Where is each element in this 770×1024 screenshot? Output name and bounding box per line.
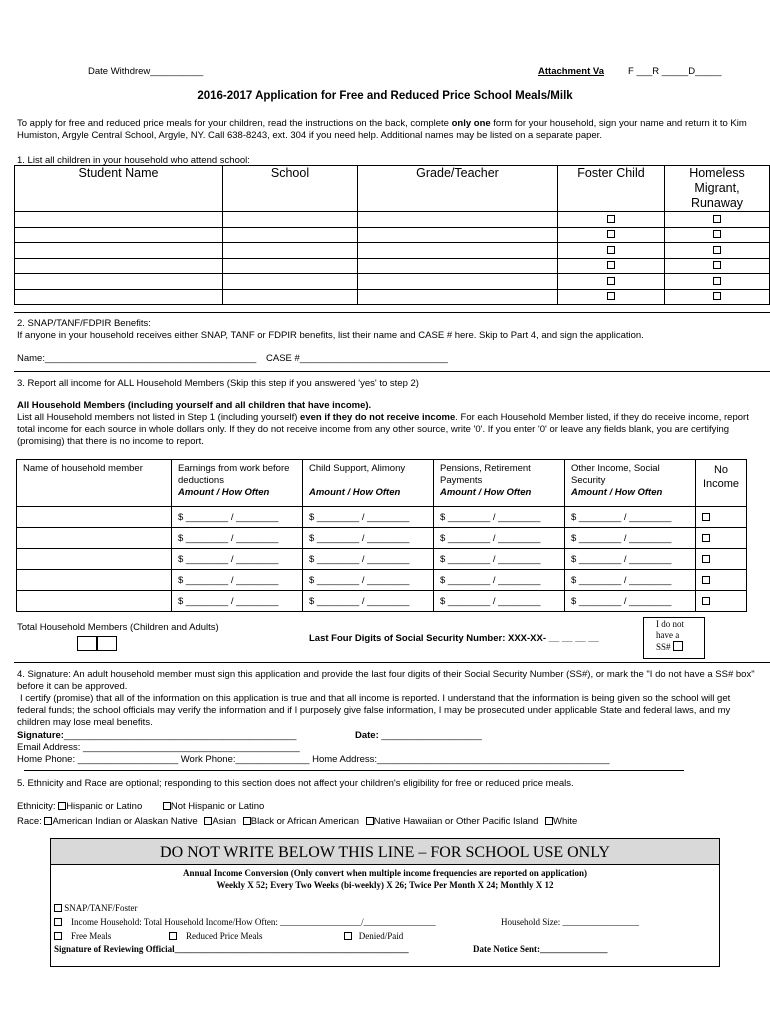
race-black-checkbox[interactable] [243,817,251,825]
free-meals-option: Free Meals [54,931,111,941]
page-title: 2016-2017 Application for Free and Reduced Price School Meals/Milk [197,90,573,102]
table-row: $ ________ / ________ $ ________ / ________ $ ________ / ________ $ ________ / ________ [17,549,747,570]
no-income-checkbox[interactable] [702,534,710,542]
race-hawaiian-checkbox[interactable] [366,817,374,825]
no-income-checkbox[interactable] [702,513,710,521]
snap-option: SNAP/TANF/Foster [54,903,138,913]
col-student-name: Student Name [15,166,223,212]
snap-checkbox[interactable] [54,904,62,912]
hispanic-checkbox[interactable] [58,802,66,810]
col-child-support: Child Support, Alimony Amount / How Often [303,460,434,507]
attachment-label: Attachment Va [538,66,604,77]
table-row: $ ________ / ________ $ ________ / ________ $ ________ / ________ $ ________ / ________ [17,507,747,528]
homeless-checkbox[interactable] [713,292,721,300]
table-row [15,289,770,305]
foster-checkbox[interactable] [607,277,615,285]
total-members-label: Total Household Members (Children and Adults) [17,622,219,633]
foster-checkbox[interactable] [607,261,615,269]
conversion-rates: Weekly X 52; Every Two Weeks (bi-weekly) X 26; Twice Per Month X 24; Monthly X 12 [216,880,554,890]
homeless-checkbox[interactable] [713,230,721,238]
table-row [15,227,770,243]
col-earnings: Earnings from work before deductions Amount / How Often [172,460,303,507]
conversion-note: Annual Income Conversion (Only convert when multiple income frequencies are reported on application) [183,868,587,878]
children-table [14,165,770,305]
certification-text: I certify (promise) that all of the information on this application is true and that all income is reported. I understand that the information is being given so the school will get federal funds; the school officials may verify the information and if I purposely give false information, I may be prosecuted under applicable State and federal laws, and my children may lose meal benefits. [17,693,731,729]
snap-case-field[interactable]: CASE #____________________________ [266,353,448,364]
reduced-meals-option: Reduced Price Meals [169,931,262,941]
section3-label: 3. Report all income for ALL Household Members (Skip this step if you answered 'yes' to step 2) [17,378,419,389]
foster-checkbox[interactable] [607,246,615,254]
household-size-field[interactable]: Household Size: _________________ [501,917,639,927]
col-other-income: Other Income, Social Security Amount / How Often [565,460,696,507]
total-members-box[interactable] [97,636,117,651]
denied-checkbox[interactable] [344,932,352,940]
date-withdrew[interactable]: Date Withdrew__________ [88,66,204,77]
divider [14,312,770,313]
divider [14,662,770,663]
reviewing-official-field[interactable]: Signature of Reviewing Official____________________________________________________ [54,944,409,954]
income-table [16,459,747,612]
income-household-option: Income Household: Total Household Income/How Often: __________________/________________ [54,917,436,927]
date-notice-field[interactable]: Date Notice Sent:_______________ [473,944,608,954]
phone-address-field[interactable]: Home Phone: ___________________ Work Phone:______________ Home Address:____________________________________________ [17,754,610,765]
col-homeless: Homeless Migrant, Runaway [665,166,770,212]
col-grade-teacher: Grade/Teacher [358,166,558,212]
snap-name-field[interactable]: Name:________________________________________ [17,353,257,364]
school-use-banner: DO NOT WRITE BELOW THIS LINE – FOR SCHOOL USE ONLY [51,839,719,865]
total-members-box[interactable] [77,636,97,651]
table-row [15,243,770,259]
not-hispanic-checkbox[interactable] [163,802,171,810]
section3-instructions: List all Household members not listed in Step 1 (including yourself) even if they do not receive income. For each Household Member listed, if they do receive income, report total income for each source in whole dollars only. If they do not receive income from any other source, write '0'. If you enter '0' or leave any fields blank, you are certifying (promising) that there is no income to report. [17,412,749,448]
homeless-checkbox[interactable] [713,277,721,285]
table-row [15,212,770,228]
section1-label: 1. List all children in your household who attend school: [17,155,250,166]
table-row [15,274,770,290]
reduced-meals-checkbox[interactable] [169,932,177,940]
col-no-income: No Income [696,460,747,507]
homeless-checkbox[interactable] [713,215,721,223]
ethnicity-row: Ethnicity: Hispanic or Latino Not Hispanic or Latino [17,801,265,812]
no-ss-box: I do not have a SS# [643,617,705,659]
foster-checkbox[interactable] [607,215,615,223]
divider [24,770,684,771]
col-member-name: Name of household member [17,460,172,507]
signature-instructions: 4. Signature: An adult household member must sign this application and provide the last four digits of their Social Security Number (SS#), or mark the "I do not have a SS# box" before it can be approved. [17,669,755,693]
office-codes[interactable]: F ___R _____D_____ [628,66,722,77]
section2-label: 2. SNAP/TANF/FDPIR Benefits: [17,318,151,329]
ssn-label[interactable]: Last Four Digits of Social Security Number: XXX-XX- __ __ __ __ [309,633,599,644]
section2-text: If anyone in your household receives either SNAP, TANF or FDPIR benefits, list their name and CASE # here. Skip to Part 4, and sign the application. [17,330,644,341]
email-field[interactable]: Email Address: _________________________________________ [17,742,300,753]
table-row: $ ________ / ________ $ ________ / ________ $ ________ / ________ $ ________ / ________ [17,528,747,549]
income-household-checkbox[interactable] [54,918,62,926]
section3-heading: All Household Members (including yourself and all children that have income). [17,400,372,411]
foster-checkbox[interactable] [607,292,615,300]
no-ss-checkbox[interactable] [673,641,683,651]
homeless-checkbox[interactable] [713,261,721,269]
section5-label: 5. Ethnicity and Race are optional; responding to this section does not affect your children's eligibility for free or reduced price meals. [17,778,574,789]
no-income-checkbox[interactable] [702,576,710,584]
no-income-checkbox[interactable] [702,555,710,563]
foster-checkbox[interactable] [607,230,615,238]
divider [14,371,770,372]
free-meals-checkbox[interactable] [54,932,62,940]
col-school: School [223,166,358,212]
race-white-checkbox[interactable] [545,817,553,825]
school-use-only-box [50,838,720,967]
col-foster-child: Foster Child [558,166,665,212]
no-income-checkbox[interactable] [702,597,710,605]
intro-text: To apply for free and reduced price meals for your children, read the instructions on the back, complete only one form for your household, sign your name and return it to Kim Humiston, Argyle Central School, Argyle, NY. Call 638-8243, ext. 304 if you need help. Additional names may be listed on a separate paper. [17,118,747,142]
signature-field[interactable]: Signature:____________________________________________ [17,730,297,741]
table-row: $ ________ / ________ $ ________ / ________ $ ________ / ________ $ ________ / ________ [17,591,747,612]
table-row [15,258,770,274]
denied-option: Denied/Paid [344,931,403,941]
col-pensions: Pensions, Retirement Payments Amount / How Often [434,460,565,507]
race-row: Race: American Indian or Alaskan Native Asian Black or African American Native Hawaiian or Other Pacific Island White [17,816,578,827]
date-field[interactable]: Date: ___________________ [355,730,482,741]
homeless-checkbox[interactable] [713,246,721,254]
table-row: $ ________ / ________ $ ________ / ________ $ ________ / ________ $ ________ / ________ [17,570,747,591]
